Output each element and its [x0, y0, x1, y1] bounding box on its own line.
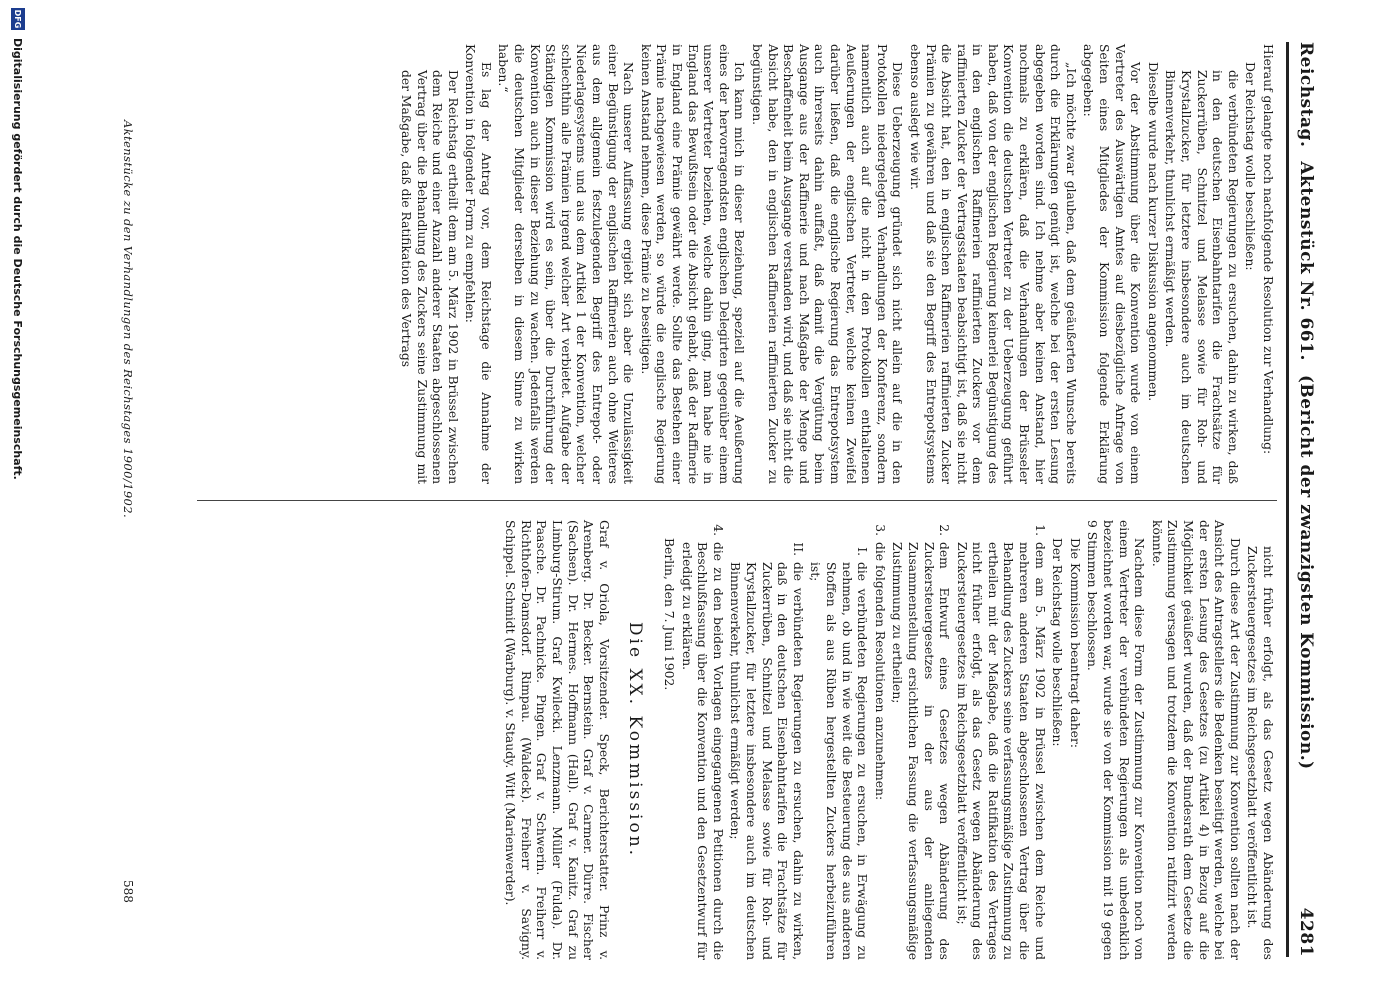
header-rule [1286, 42, 1289, 957]
paragraph: Nach unserer Auffassung ergiebt sich aber die Unzulässigkeit einer Begünstigung der englischen Raffinerien auch ohne Weiteres aus dem allgemein festzulegenden Begriff des Entrepot- oder Niederlagesystems und aus dem Artikel 1 der Konvention, welcher schlechthin alle Prämien irgend welcher Art verbietet. Aufgabe der Ständigen Kommission wird es sein, über die Durchführung der Konvention auch in dieser Beziehung zu wachen. Jedenfalls werden die deutschen Mitglieder derselben in diesem Sinne zu wirken haben.“ [496, 44, 636, 484]
paragraph: Vor der Abstimmung über die Konvention wurde von einem Vertreter des Auswärtigen Amtes auf diesbezügliche Anfrage von Seiten eines Mitgliedes der Kommission folgende Erklärung abgegeben: [1081, 44, 1143, 484]
footer-page-number: 588 [121, 880, 135, 903]
place-date: Berlin, den 7. Juni 1902. [662, 538, 677, 691]
paragraph: Dieselbe wurde nach kurzer Diskussion angenommen. [1145, 62, 1160, 402]
committee-title: Die XX. Kommission. [625, 621, 646, 859]
digitization-text: Digitalisierung gefördert durch die Deutsche Forschungsgemeinschaft. [11, 38, 25, 480]
paragraph: Die Kommission beantragt daher: [1067, 538, 1082, 748]
column-divider [197, 500, 1277, 501]
paragraph: Nachdem diese Form der Zustimmung zur Konvention noch von einem Vertreter der verbündeten Regierungen als unbedenklich bezeichnet worden war, wurde sie von der Kommission mit 19 gegen 9 Stimmen beschlossen. [1085, 520, 1147, 960]
sub-list-item: I. die verbündeten Regierungen zu ersuchen, in Erwägung zu nehmen, ob und in wie weit die Besteuerung des aus anderen Stoffen als aus Rüben hergestellten Zuckers herbeizuführen ist; [808, 547, 870, 960]
header-mid: Aktenstück Nr. 661. [1296, 161, 1316, 361]
page-number: 4281 [1296, 907, 1316, 957]
list-item: 3. die folgenden Resolutionen anzunehmen: [872, 524, 887, 801]
header-right: (Bericht der zwanzigsten Kommission.) [1296, 374, 1316, 770]
header-left: Reichstag. [1296, 42, 1316, 148]
dfg-logo-icon: DFG [11, 8, 25, 30]
motion-continuation: nicht früher erfolgt, als das Gesetz wegen Abänderung des Zuckersteuergesetzes im Reichsgesetzblatt veröffentlicht ist. [1245, 546, 1275, 960]
digitization-note [7, 0, 29, 1000]
paragraph: Der Reichstag wolle beschließen: [1050, 538, 1065, 747]
list-item: 4. die zu den beiden Vorlagen eingegangenen Petitionen durch die Beschlußfassung über die Konvention und den Gesetzentwurf für erledigt zu erklären. [679, 524, 725, 960]
resolution-text: die verbündeten Regierungen zu ersuchen, dahin zu wirken, daß in den deutschen Eisenbahntarifen die Frachtsätze für Zuckerrüben, Schnitzel und Melasse sowie für Roh- und Krystallzucker, für letztere insbesondere auch im deutschen Binnenverkehr, thunlichst ermäßigt werden. [1163, 70, 1240, 484]
paragraph: Hierauf gelangte noch nachfolgende Resolution zur Verhandlung: [1261, 44, 1275, 455]
list-item: 2. dem Entwurf eines Gesetzes wegen Abänderung des Zuckersteuergesetzes in der aus der anliegenden Zusammenstellung ersichtlichen Fassung die verfassungsmäßige Zustimmung zu ertheilen; [890, 524, 952, 960]
sub-list-item: II. die verbündeten Regierungen zu ersuchen, dahin zu wirken, daß in den deutschen Eisenbahntarifen die Frachtsätze für Zuckerrüben, Schnitzel und Melasse sowie für Roh- und Krystallzucker, für letztere insbesondere auch im deutschen Binnenverkehr, thunlichst ermäßigt werden; [728, 542, 805, 960]
quote-paragraph: „Ich möchte zwar glauben, daß dem geäußerten Wunsche bereits durch die Erklärungen genügt ist, welche bei der ersten Lesung abgegeben worden sind. Ich nehme aber keinen Anstand, hier nochmals zu erklären, daß die Verhandlungen der Brüsseler Konvention die deutschen Vertreter zu der Ueberzeugung geführt haben, daß von der englischen Regierung keinerlei Begünstigung des in den englischen Raffinerien raffinierten Zuckers vor dem raffinierten Zucker der Vertragsstaaten beabsichtigt ist, daß sie nicht die Absicht hat, den in englischen Raffinerien raffinierten Zucker Prämien zu gewähren und daß sie den Begriff des Entrepotsystems ebenso auslegt wie wir. [907, 44, 1078, 484]
paragraph: Es lag der Antrag vor, dem Reichstage die Annahme der Konvention in folgender Form zu empfehlen: [463, 44, 493, 484]
footer-title: Aktenstücke zu den Verhandlungen des Reichstages 1900/1902. [121, 120, 135, 519]
paragraph: Der Reichstag wolle beschließen: [1243, 62, 1258, 271]
paragraph: Diese Ueberzeugung gründet sich nicht allein auf die in den Protokollen niedergelegten Verhandlungen der Konferenz, sondern namentlich auch auf die nicht in den Protokollen enthaltenen Aeußerungen der englischen Vertreter, welche keinen Zweifel darüber ließen, daß die englische Regierung das Entrepotsystem auch ihrerseits dahin auffaßt, daß damit die Vergütung beim Ausgange aus der Raffinerie und nach Maßgabe der Menge und Beschaffenheit beim Ausgange verstanden wird, und daß sie nicht die Absicht habe, den in englischen Raffinerien raffinierten Zucker zu begünstigen. [750, 44, 905, 484]
page-header [1293, 42, 1319, 957]
motion-text: Der Reichstag ertheilt dem am 5. März 1902 in Brüssel zwischen dem Reiche und einer Anzahl anderer Staaten abgeschlossenen Vertrag über die Behandlung des Zuckers seine Zustimmung mit der Maßgabe, daß die Ratifikation des Vertrags [398, 70, 460, 484]
left-column [395, 44, 1275, 484]
right-column [502, 520, 1275, 960]
paragraph: Durch diese Art der Zustimmung zur Konvention sollten nach der Ansicht des Antragstellers die Bedenken beseitigt werden, welche bei der ersten Lesung des Gesetzes (zu Artikel 4) in Bezug auf die Möglichkeit geäußert wurden, daß der Bundesrath dem Gesetze die Zustimmung versagen und trotzdem die Konvention ratifizirt werden könnte. [1149, 520, 1242, 960]
paragraph: Ich kann mich in dieser Beziehung, speziell auf die Aeußerung eines der hervorragendsten englischen Delegirten gegenüber einem unserer Vertreter beziehen, welche dahin ging, man habe nie in England das Bewußtsein oder die Absicht gehabt, daß der Raffinerie in England eine Prämie gewährt werde. Sollte das Bestehen einer Prämie nachgewiesen werden, so würde die englische Regierung keinen Anstand nehmen, diese Prämie zu beseitigen. [638, 44, 747, 484]
list-item: 1. dem am 5. März 1902 in Brüssel zwischen dem Reiche und mehreren anderen Staaten abgeschlossenen Vertrag über die Behandlung des Zuckers seine verfassungsmäßige Zustimmung zu ertheilen mit der Maßgabe, daß die Ratifikation des Vertrages nicht früher erfolgt, als das Gesetz wegen Abänderung des Zuckersteuergesetzes im Reichsgesetzblatt veröffentlicht ist; [954, 524, 1047, 960]
committee-members: Graf v. Oriola, Vorsitzender. Speck, Berichterstatter. Prinz v. Arenberg. Dr. Becker. Bernstein. Graf v. Carmer. Dürre. Fischer (Sachsen). Dr. Hermes. Hoffmann (Hall). Graf v. Kanitz. Graf zu Limburg-Stirum. Graf Kwilecki. Lenzmann. Müller (Fulda). Dr. Paasche. Dr. Pachnicke. Pingen. Graf v. Schwerin. Freiherr v. Richthofen-Damsdorf. Rimpau. (Waldeck). Freiherr v. Savigny. Schippel. Schmidt (Warburg). v. Staudy. Witt (Marienwerder). [503, 520, 611, 960]
